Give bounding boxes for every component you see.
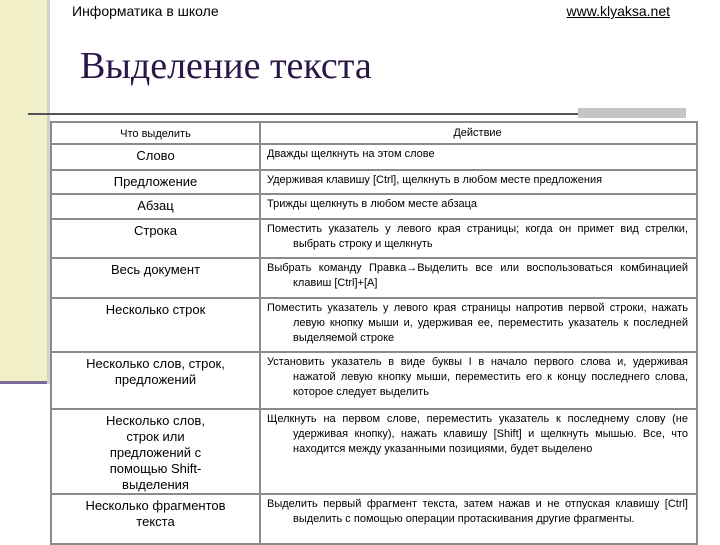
table-row xyxy=(51,409,697,494)
row-what: Строка xyxy=(51,219,260,258)
row-action: Поместить указатель у левого края страницы; когда он примет вид стрелки, выбрать строку и щелкнуть xyxy=(267,223,688,250)
row-what: Несколько слов, строк, предложений xyxy=(51,352,260,409)
table-row xyxy=(51,219,697,258)
row-action: Выделить первый фрагмент текста, затем нажав и не отпуская клавишу [Ctrl] выделить с помощью операции протаскивания другие фрагменты. xyxy=(267,498,688,525)
row-action: Удерживая клавишу [Ctrl], щелкнуть в любом месте предложения xyxy=(267,174,603,186)
row-action: Выбрать команду Правка→Выделить все или воспользоваться комбинацией клавиш [Ctrl]+[A] xyxy=(267,262,688,289)
header-action: Действие xyxy=(260,122,697,144)
slide-title: Выделение текста xyxy=(80,45,372,87)
row-action: Установить указатель в виде буквы I в начало первого слова и, удерживая нажатой левую кнопку мыши, переместить его к концу последнего слова, которое следует выделить xyxy=(267,356,688,398)
divider-accent-block xyxy=(578,108,686,118)
row-action: Трижды щелкнуть в любом месте абзаца xyxy=(267,198,478,210)
row-what: Слово xyxy=(51,144,260,170)
row-what: Предложение xyxy=(51,170,260,194)
row-what: Несколько слов, строк или предложений с помощью Shift-выделения xyxy=(51,409,260,494)
table-header-row xyxy=(51,122,697,144)
row-action: Щелкнуть на первом слове, переместить указатель к последнему слову (не удерживая кнопку), нажать клавишу [Shift] и щелкнуть мышью. Все, что находится между указанными позициями, будет выделено xyxy=(267,413,688,455)
table-row xyxy=(51,352,697,409)
table-row xyxy=(51,144,697,170)
header-site-name: Информатика в школе xyxy=(72,3,219,19)
row-what: Абзац xyxy=(51,194,260,219)
table-row xyxy=(51,494,697,544)
table-row xyxy=(51,298,697,352)
left-decor-band xyxy=(0,0,47,384)
selection-table xyxy=(50,121,698,545)
row-action: Поместить указатель у левого края страницы напротив первой строки, нажать левую кнопку мыши и, удерживая ее, переместить указатель к последней выделяемой строке xyxy=(267,302,688,344)
title-divider xyxy=(28,113,668,115)
left-decor-accent xyxy=(0,381,47,384)
table-row xyxy=(51,194,697,219)
row-action: Дважды щелкнуть на этом слове xyxy=(267,148,435,160)
header-what: Что выделить xyxy=(51,122,260,144)
row-what: Несколько строк xyxy=(51,298,260,352)
header-site-url[interactable]: www.klyaksa.net xyxy=(566,3,670,19)
row-what: Несколько фрагментов текста xyxy=(51,494,260,544)
table-row xyxy=(51,170,697,194)
table-row xyxy=(51,258,697,298)
row-what: Весь документ xyxy=(51,258,260,298)
